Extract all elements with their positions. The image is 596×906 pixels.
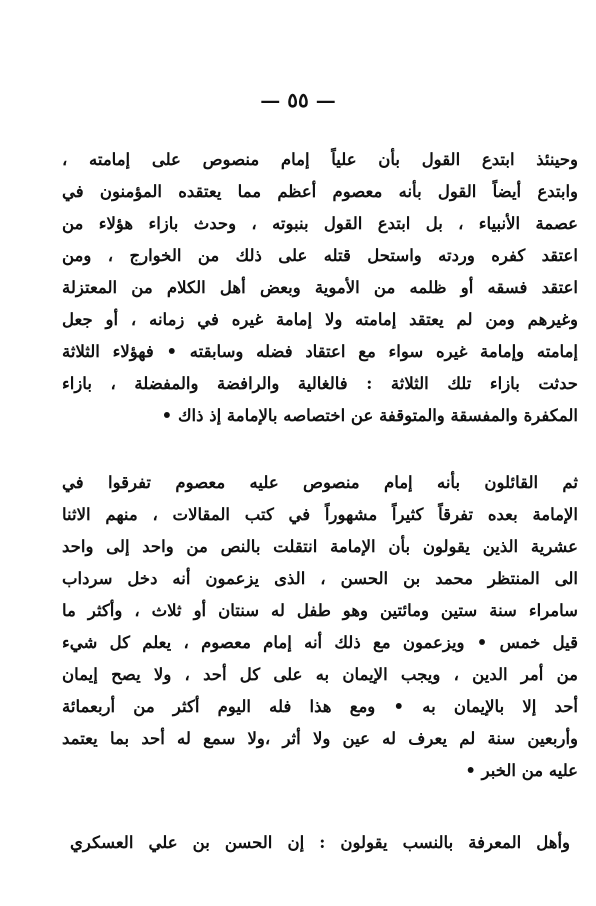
- paragraph-3: [70, 827, 570, 859]
- text-line: عليه من الخبر •: [465, 761, 578, 780]
- text-line: اعتقد كفره وردته واستحل قتله على ذلك من الخوارج ، ومن: [62, 246, 578, 265]
- text-line: حدثت بازاء تلك الثلاثة : فالغالية والرافضة والمفضلة ، بازاء: [62, 374, 578, 393]
- text-line: وغيرهم ومن لم يعتقد إمامته ولا إمامة غيره في زمانه ، أو جعل: [62, 310, 578, 329]
- text-line: الإمامة بعده تفرقاً كثيراً مشهوراً في كتب المقالات ، منهم الاثنا: [62, 505, 578, 524]
- text-line: وأربعين سنة لم يعرف له عين ولا أثر ،ولا سمع له أحد بما يعتمد: [62, 729, 578, 748]
- text-line: اعتقد فسقه أو ظلمه من الأموية وبعض أهل الكلام من المعتزلة: [62, 278, 578, 297]
- paragraph-2: [62, 467, 578, 787]
- text-line: وأهل المعرفة بالنسب يقولون : إن الحسن بن علي العسكري: [70, 833, 570, 852]
- text-line: الى المنتظر محمد بن الحسن ، الذى يزعمون أنه دخل سرداب: [62, 569, 578, 588]
- paragraph-1: [62, 144, 578, 432]
- text-line: عشرية الذين يقولون بأن الإمامة انتقلت بالنص من واحد إلى واحد: [62, 537, 578, 556]
- page-number: — ٥٥ —: [260, 88, 336, 112]
- text-line: إمامته وإمامة غيره سواء مع اعتقاد فضله وسابقته • فهؤلاء الثلاثة: [62, 342, 578, 361]
- text-line: أحد إلا بالإيمان به • ومع هذا فله اليوم أكثر من أربعمائة: [62, 697, 578, 716]
- text-line: ثم القائلون بأنه إمام منصوص عليه معصوم تفرقوا في: [62, 473, 578, 492]
- text-line: وحينئذ ابتدع القول بأن علياً إمام منصوص على إمامته ،: [62, 150, 578, 169]
- text-line: سامراء سنة ستين ومائتين وهو طفل له سنتان أو ثلاث ، وأكثر ما: [62, 601, 578, 620]
- text-line: وابتدع أيضاً القول بأنه معصوم أعظم مما يعتقده المؤمنون في: [62, 182, 578, 201]
- text-line: المكفرة والمفسقة والمتوقفة عن اختصاصه بالإمامة إذ ذاك •: [161, 406, 578, 425]
- text-line: قيل خمس • ويزعمون مع ذلك أنه إمام معصوم ، يعلم كل شيء: [62, 633, 578, 652]
- text-line: من أمر الدين ، ويجب الإيمان به على كل أحد ، ولا يصح إيمان: [62, 665, 578, 684]
- text-line: عصمة الأنبياء ، بل ابتدع القول بنبوته ، وحدث بازاء هؤلاء من: [62, 214, 578, 233]
